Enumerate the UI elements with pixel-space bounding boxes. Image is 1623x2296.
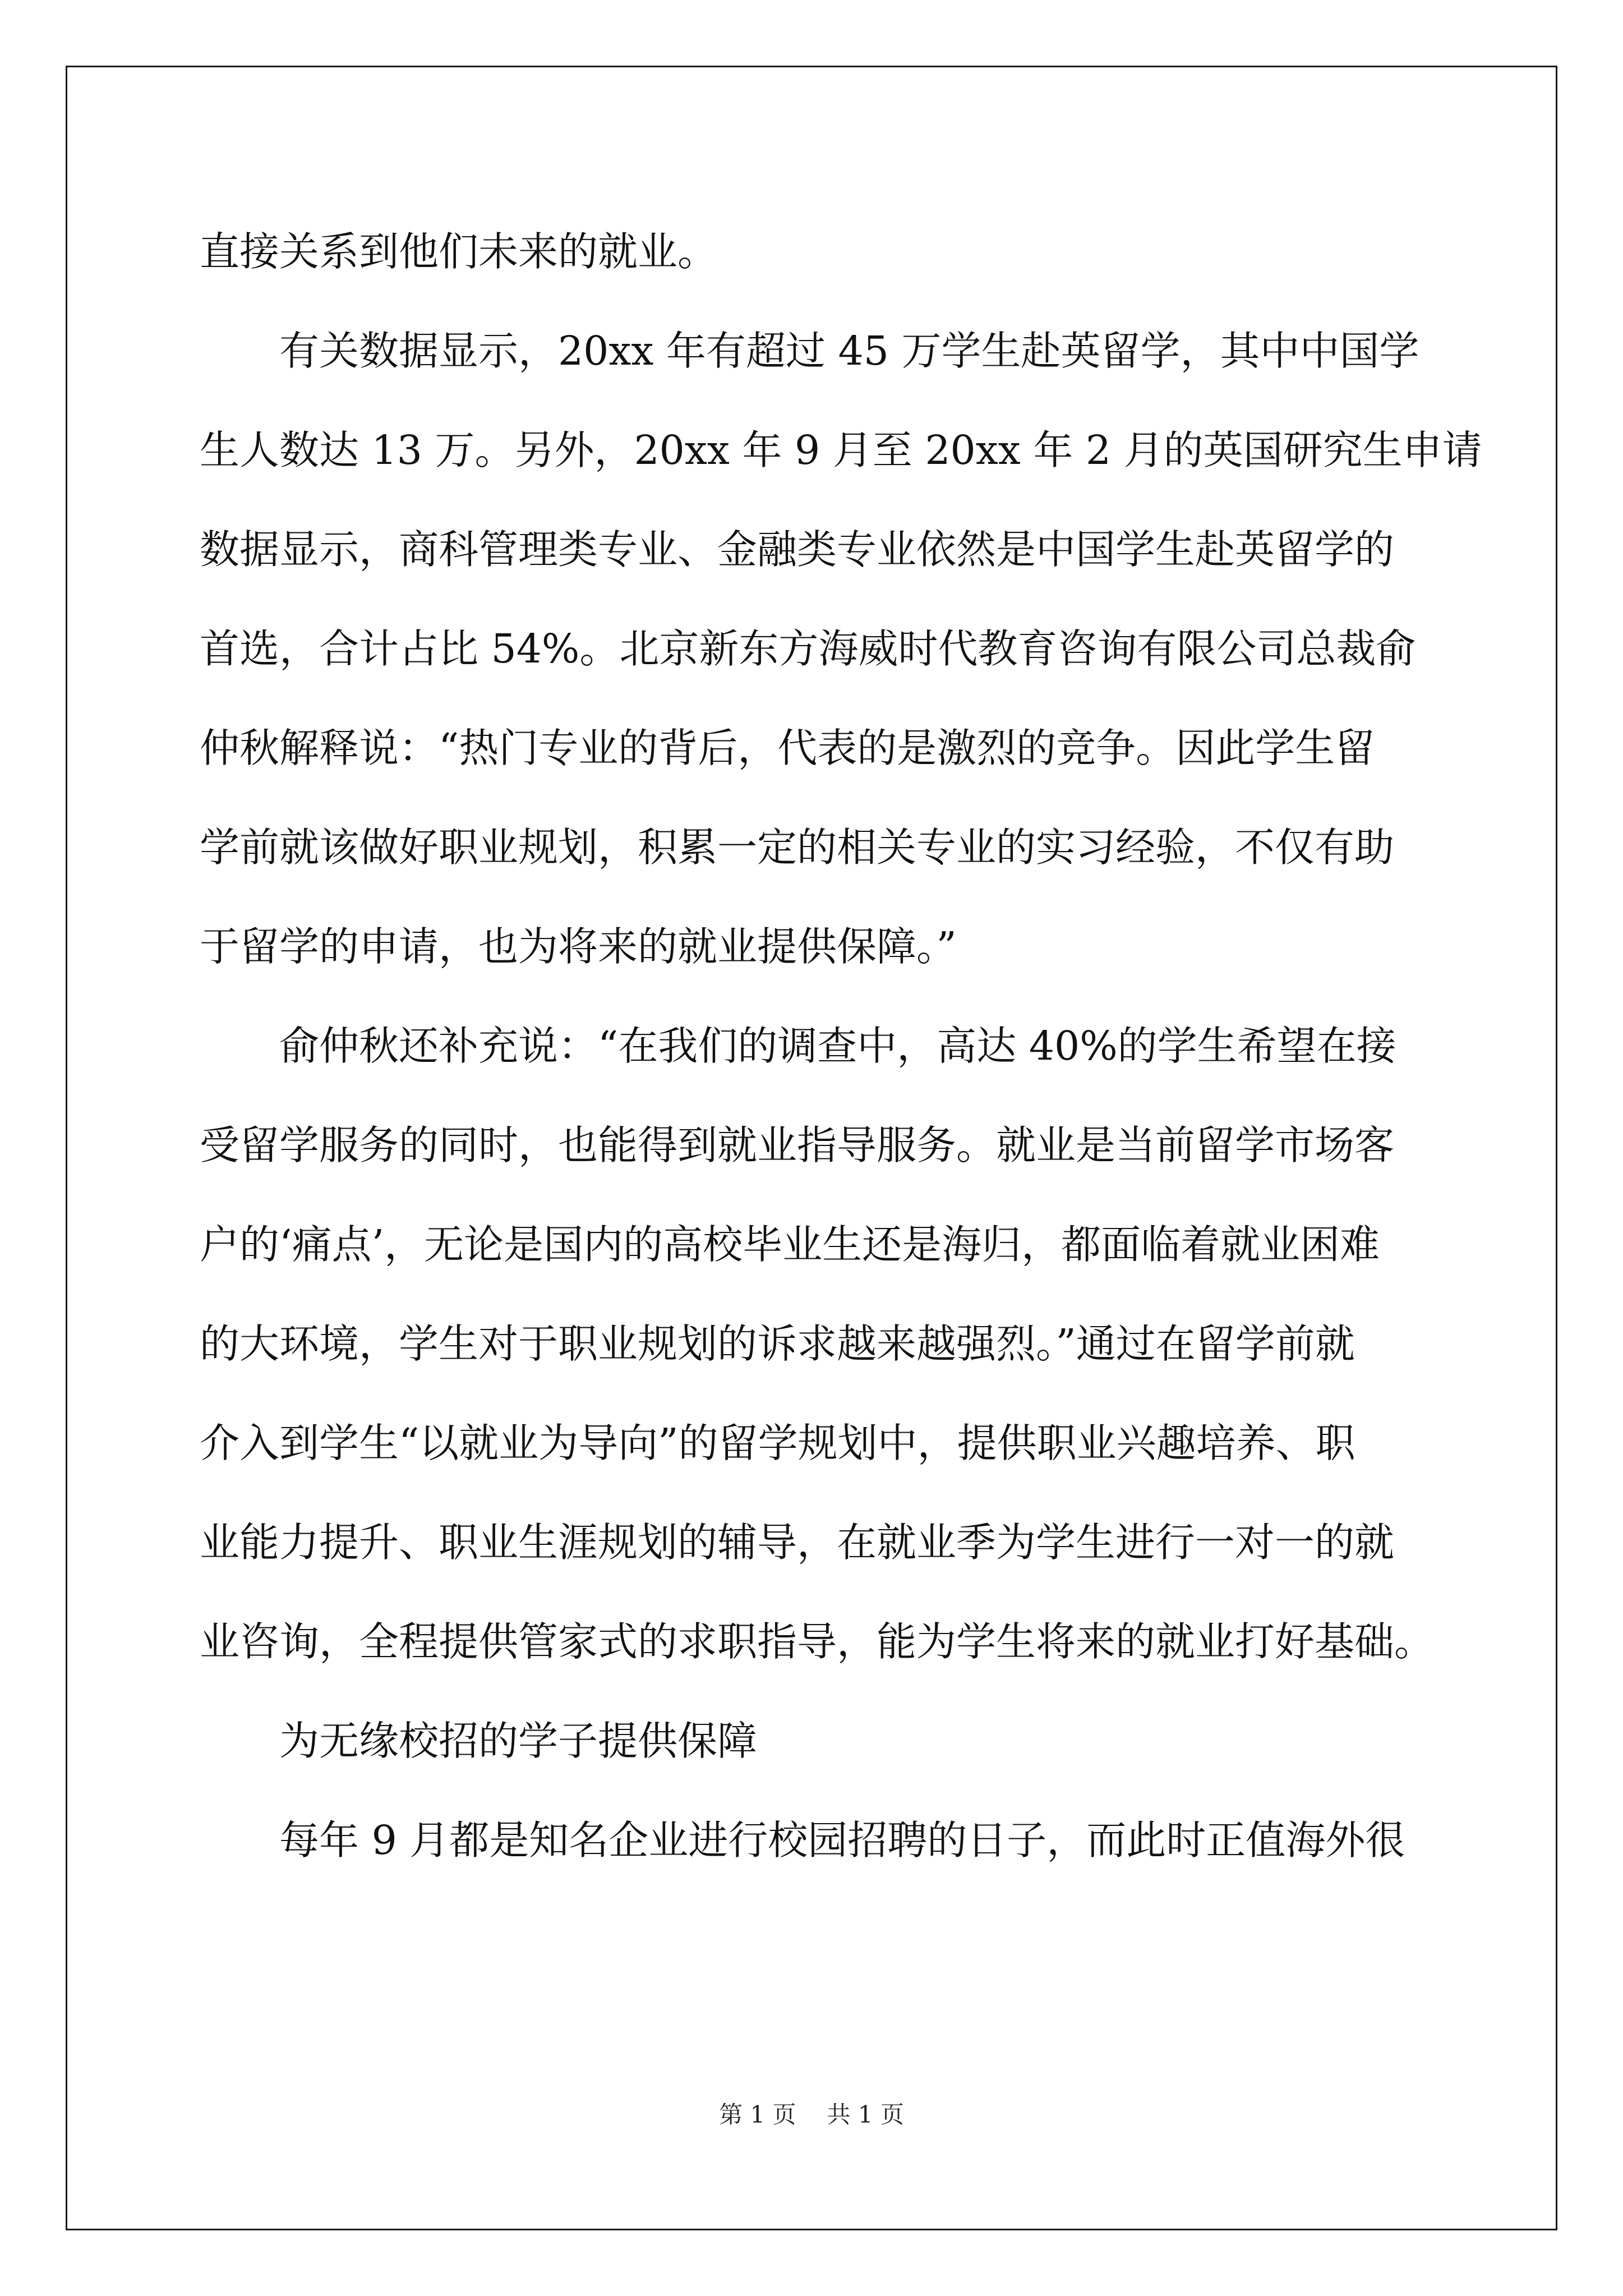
text-line: 仲秋解释说：“热门专业的背后，代表的是激烈的竞争。因此学生留 bbox=[200, 725, 1375, 771]
text-line: 学前就该做好职业规划，积累一定的相关专业的实习经验，不仅有助 bbox=[200, 824, 1395, 871]
text-line: 的大环境，学生对于职业规划的诉求越来越强烈。”通过在留学前就 bbox=[200, 1320, 1355, 1367]
page-number: 第 1 页 bbox=[719, 2101, 796, 2128]
text-line: 直接关系到他们未来的就业。 bbox=[200, 228, 718, 275]
text-line: 每年 9 月都是知名企业进行校园招聘的日子，而此时正值海外很 bbox=[279, 1817, 1405, 1864]
text-line: 介入到学生“以就业为导向”的留学规划中，提供职业兴趣培养、职 bbox=[200, 1420, 1355, 1466]
text-line: 受留学服务的同时，也能得到就业指导服务。就业是当前留学市场客 bbox=[200, 1122, 1395, 1168]
section-heading: 为无缘校招的学子提供保障 bbox=[279, 1718, 758, 1764]
text-line: 户的‘痛点’，无论是国内的高校毕业生还是海归，都面临着就业困难 bbox=[200, 1221, 1380, 1268]
text-line: 业咨询，全程提供管家式的求职指导，能为学生将来的就业打好基础。 bbox=[200, 1618, 1435, 1665]
text-line: 俞仲秋还补充说：“在我们的调查中，高达 40%的学生希望在接 bbox=[279, 1023, 1396, 1069]
text-line: 首选，合计占比 54%。北京新东方海威时代教育咨询有限公司总裁俞 bbox=[200, 625, 1416, 672]
page-total: 共 1 页 bbox=[827, 2101, 904, 2128]
text-line: 数据显示，商科管理类专业、金融类专业依然是中国学生赴英留学的 bbox=[200, 526, 1395, 573]
text-line: 生人数达 13 万。另外，20xx 年 9 月至 20xx 年 2 月的英国研究生申请 bbox=[200, 427, 1482, 473]
text-line: 业能力提升、职业生涯规划的辅导，在就业季为学生进行一对一的就 bbox=[200, 1519, 1395, 1566]
text-line: 有关数据显示，20xx 年有超过 45 万学生赴英留学，其中中国学 bbox=[279, 328, 1419, 374]
document-body bbox=[200, 202, 1482, 1890]
page-footer bbox=[0, 2098, 1623, 2132]
text-line: 于留学的申请，也为将来的就业提供保障。” bbox=[200, 923, 957, 970]
